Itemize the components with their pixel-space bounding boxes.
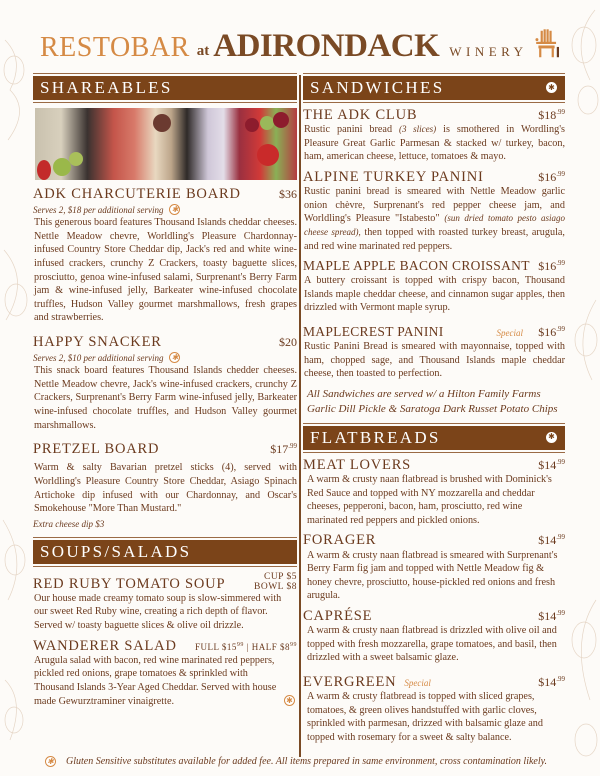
adirondack-chair-icon bbox=[534, 24, 560, 64]
item-name: FORAGER bbox=[303, 532, 377, 549]
brand-adirondack: ADIRONDACK bbox=[213, 28, 440, 65]
menu-item-wanderer-salad bbox=[33, 639, 297, 709]
item-description: A buttery croissant is topped with crispy bacon, Thousand Islands maple cheddar cheese, and cinnamon sugar apples, then drizzled with Vermont maple syrup. bbox=[304, 275, 565, 314]
section-header-sandwiches bbox=[303, 73, 565, 103]
menu-item-charcuterie bbox=[33, 187, 297, 325]
serving-note: Serves 2, $10 per additional serving bbox=[33, 352, 164, 363]
item-name: CAPRÉSE bbox=[303, 607, 373, 624]
wheat-icon: ✱ bbox=[169, 204, 180, 215]
right-column bbox=[303, 73, 565, 751]
extra-note: Extra cheese dip $3 bbox=[33, 518, 105, 529]
item-name: HAPPY SNACKER bbox=[33, 333, 162, 350]
wheat-icon: ✱ bbox=[546, 82, 557, 93]
menu-item-happy-snacker bbox=[33, 335, 297, 432]
sandwich-sides-note: All Sandwiches are served w/ a Hilton Family Farms Garlic Dill Pickle & Saratoga Dark Russet Potato Chips bbox=[307, 387, 558, 415]
item-price: $\$16^{.99}$ bbox=[538, 324, 565, 339]
item-name: RED RUBY TOMATO SOUP bbox=[33, 575, 226, 592]
item-price: $\$14^{.99}$ bbox=[538, 674, 565, 689]
restaurant-logo bbox=[40, 18, 560, 65]
item-description: Rustic panini bread is smeared with Nettle Meadow garlic onion chèvre, Surprenant's red pepper cheese jam, and Worldling's Pleasure "Istabesto" (sun dried tomato pesto asiago cheese spread), then topped with roasted turkey breast, arugula, and red wine marinated red peppers. bbox=[304, 186, 566, 252]
item-price: $\$18^{.99}$ bbox=[538, 108, 565, 122]
section-header-soups-salads bbox=[33, 537, 297, 567]
serving-note: Serves 2, $18 per additional serving bbox=[33, 204, 164, 215]
item-description: Rustic Panini Bread is smeared with mayonnaise, topped with ham, chopped sage, and Thousand Islands maple cheddar cheese, then toasted to perfection. bbox=[304, 340, 565, 380]
item-price: $\$14^{.99}$ bbox=[538, 608, 565, 623]
special-badge: Special bbox=[496, 327, 523, 338]
item-price: $\$14^{.99}$ bbox=[538, 533, 565, 548]
section-title: FLATBREADS bbox=[310, 427, 441, 447]
menu-item-forager bbox=[303, 533, 565, 603]
left-column bbox=[33, 73, 297, 714]
item-description: A warm & crusty flatbread is topped with sliced grapes, tomatoes, & green olives handstuffed with garlic cloves, sprinkled with parmesan, drizzed with balsamic glaze and topped with rosemary for a sweet & salty balance. bbox=[307, 691, 543, 743]
item-price: $20 bbox=[279, 334, 297, 349]
item-description: Rustic panini bread (3 slices) is smothered in Wordling's Pleasure Great Garlic Parmesan & stacked w/ turkey, bacon, ham, american cheese, lettuce, tomatoes & mayo. bbox=[304, 124, 565, 163]
item-name: PRETZEL BOARD bbox=[33, 441, 160, 458]
item-name: ADK CHARCUTERIE BOARD bbox=[33, 186, 241, 202]
menu-item-tomato-soup bbox=[33, 572, 297, 633]
item-name: MAPLE APPLE BACON CROISSANT bbox=[303, 258, 530, 274]
item-name: MAPLECREST PANINI bbox=[303, 323, 444, 339]
section-title: SHAREABLES bbox=[40, 78, 173, 97]
section-title: SANDWICHES bbox=[310, 78, 445, 97]
brand-at: at bbox=[196, 43, 210, 59]
wheat-icon: ✱ bbox=[546, 432, 557, 443]
item-name: EVERGREEN bbox=[303, 673, 397, 690]
section-title: SOUPS/SALADS bbox=[40, 541, 192, 561]
menu-item-maplecrest-panini bbox=[303, 321, 565, 381]
item-description: A warm & crusty naan flatbread is drizzled with olive oil and topped with fresh mozzarella, grape tomatoes, and basil, then drizzled with a sweet balsamic glaze. bbox=[307, 625, 557, 664]
item-price: $\$16^{.99}$ bbox=[538, 170, 565, 184]
item-name: MEAT LOVERS bbox=[303, 456, 412, 473]
special-badge: Special bbox=[404, 677, 431, 688]
item-price: $\$16^{.99}$ bbox=[538, 259, 565, 274]
disclaimer-text: Gluten Sensitive substitutes available for added fee. All items prepared in same environment, cross contamination likely. bbox=[66, 756, 548, 767]
item-description: This generous board features Thousand Islands cheddar cheeses. Nettle Meadow chevre, Worldling's Pleasure Chardonnay-infused Country Store Cheddar dip, Jack's red and white wine-infused crackers, crunchy Z Crackers, toasty baguette slices, prosciutto, genoa wine-infused salami, Surprenant's Berry Farm jam & wine-infused jelly, Barkeater wine-infused chocolate truffles, Hudson Valley gourmet marshmallows, fresh grapes and strawberries. bbox=[34, 217, 297, 324]
botanical-decoration-right bbox=[560, 0, 600, 776]
item-description: Arugula salad with bacon, red wine marinated red peppers, pickled red onions, grape tomatoes & sprinkled with Thousand Islands 3-Year Aged Cheddar. Served with house made Gewurztraminer vinaigrette. bbox=[34, 654, 277, 707]
menu-item-alpine-turkey-panini bbox=[303, 170, 565, 253]
brand-restobar: RESTOBAR bbox=[40, 32, 190, 63]
item-description: Warm & salty Bavarian pretzel sticks (4), served with Worldling's Pleasure Country Store Cheddar, Asiago Spinach Artichoke dip infused with our Chardonnay, and Oscar's Smokehouse "More Than Mustard." bbox=[34, 462, 297, 515]
gluten-disclaimer bbox=[45, 756, 585, 767]
item-description: Our house made creamy tomato soup is slow-simmered with our sweet Red Ruby wine, creating a rich depth of flavor. Served w/ toasty baguette slices & olive oil drizzle. bbox=[34, 592, 282, 631]
wheat-icon: ✱ bbox=[284, 695, 295, 706]
menu-item-caprese bbox=[303, 609, 565, 665]
item-price: $36 bbox=[279, 187, 297, 201]
menu-item-adk-club bbox=[303, 108, 565, 164]
section-header-shareables bbox=[33, 73, 297, 103]
menu-item-meat-lovers bbox=[303, 458, 565, 528]
charcuterie-photo bbox=[35, 108, 297, 180]
menu-item-evergreen bbox=[303, 671, 565, 745]
item-name: THE ADK CLUB bbox=[303, 107, 418, 123]
item-price: FULL $\$15^{99}$ | HALF $\$8^{99}$ bbox=[195, 641, 297, 652]
item-description: A warm & crusty naan flatbread is brushed with Dominick's Red Sauce and topped with NY mozzarella and cheddar cheeses, pepperoni, bacon, ham, prosciutto, red wine marinated red peppers and pickled onions. bbox=[307, 473, 552, 526]
item-price: $\$14^{.99}$ bbox=[538, 457, 565, 472]
section-header-flatbreads bbox=[303, 423, 565, 453]
item-description: A warm & crusty naan flatbread is smeared with Surprenant's Berry Farm fig jam and topped with Nettle Meadow fig & honey chevre, prosciutto, house-pickled red onions and fresh arugula. bbox=[307, 549, 558, 602]
item-price: CUP $5 BOWL $8 bbox=[254, 571, 297, 592]
column-divider bbox=[299, 75, 301, 757]
wheat-icon: ✱ bbox=[45, 756, 56, 767]
item-description: This snack board features Thousand Islands chedder cheeses. Nettle Meadow chevre, Jack's wine-infused crackers, crunchy Z Crackers, Surprenant's Berry Farm wine-infused jelly, Barkeater wine-infused chocolate truffles, and Hudson Valley gourmet marshmallows. bbox=[34, 365, 297, 431]
wheat-icon: ✱ bbox=[169, 352, 180, 363]
brand-winery: WINERY bbox=[449, 44, 528, 59]
menu-item-maple-apple-bacon-croissant bbox=[303, 259, 565, 315]
item-price: $\$17^{.99}$ bbox=[270, 442, 297, 457]
item-name: WANDERER SALAD bbox=[33, 637, 177, 654]
menu-item-pretzel-board bbox=[33, 442, 297, 529]
item-name: ALPINE TURKEY PANINI bbox=[303, 169, 484, 185]
